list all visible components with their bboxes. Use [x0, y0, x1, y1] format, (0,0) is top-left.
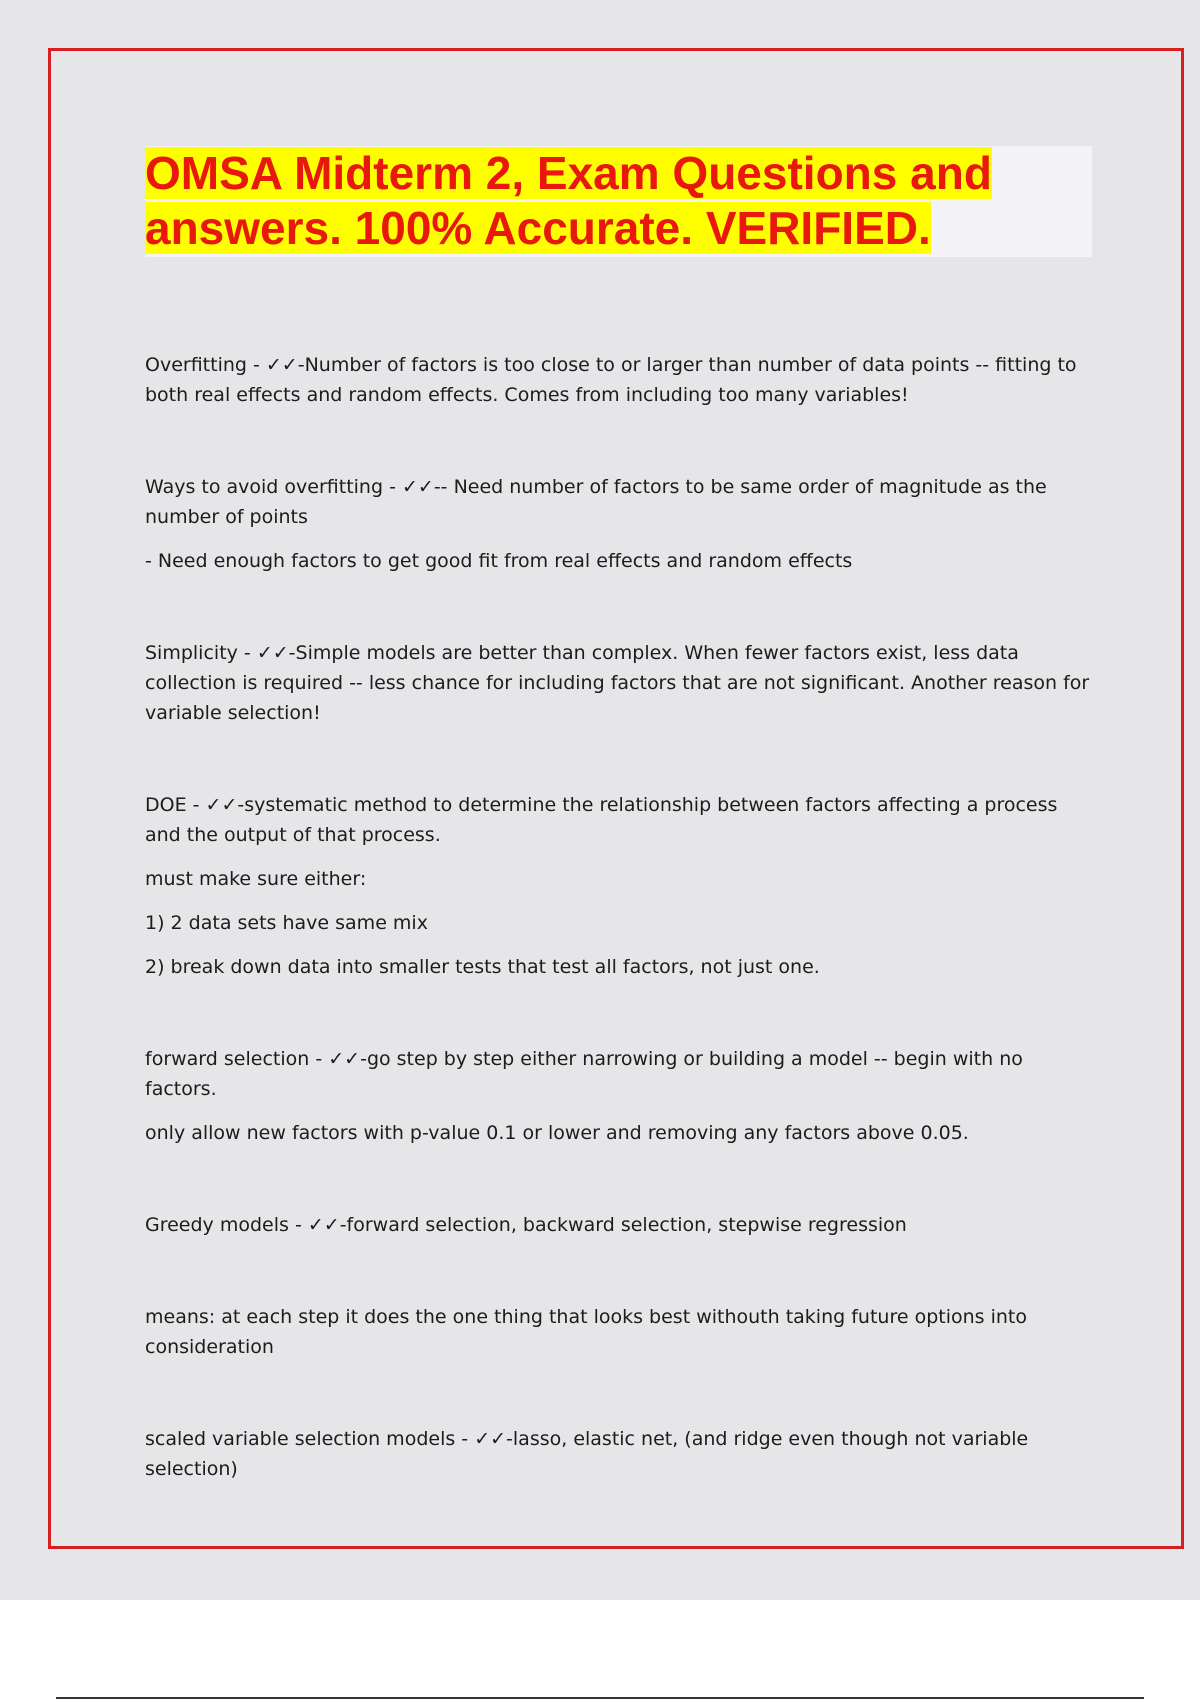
- document-title: [145, 146, 1092, 256]
- qa-line: - Need enough factors to get good fit from real effects and random effects: [145, 550, 853, 572]
- qa-line: Simplicity - ✓✓-Simple models are better than complex. When fewer factors exist, less data collection is required -- less chance for including factors that are not significant. Another reason for variable selection!: [145, 642, 1090, 724]
- qa-line: must make sure either:: [145, 868, 367, 890]
- check-mark: ✓✓: [205, 794, 238, 816]
- qa-entry: [145, 1210, 1090, 1240]
- qa-answer: Simple models are better than complex. When fewer factors exist, less data collection is required -- less chance for including factors that are not significant. Another reason for variable selection!: [145, 642, 1090, 724]
- qa-answer: forward selection, backward selection, stepwise regression: [346, 1214, 907, 1236]
- qa-line: Overfitting - ✓✓-Number of factors is too close to or larger than number of data points -- fitting to both real effects and random effects. Comes from including too many variables!: [145, 354, 1077, 406]
- qa-line: means: at each step it does the one thing that looks best withouth taking future options into consideration: [145, 1306, 1027, 1358]
- qa-entry: [145, 1302, 1090, 1362]
- qa-line: Ways to avoid overfitting - ✓✓-- Need number of factors to be same order of magnitude as the number of points: [145, 476, 1047, 528]
- qa-entry: [145, 638, 1090, 728]
- qa-term: forward selection: [145, 1048, 310, 1070]
- qa-list: [145, 350, 1090, 1546]
- qa-entry: [145, 472, 1090, 576]
- qa-term: Overfitting: [145, 354, 247, 376]
- qa-answer: Number of factors is too close to or larger than number of data points -- fitting to both real effects and random effects. Comes from including too many variables!: [145, 354, 1077, 406]
- qa-term: scaled variable selection models: [145, 1428, 456, 1450]
- qa-line: DOE - ✓✓-systematic method to determine the relationship between factors affecting a process and the output of that process.: [145, 794, 1058, 846]
- check-mark: ✓✓: [307, 1214, 340, 1236]
- title-block: [145, 146, 1092, 257]
- qa-term: Simplicity: [145, 642, 238, 664]
- qa-entry: [145, 1424, 1090, 1484]
- qa-line: only allow new factors with p-value 0.1 or lower and removing any factors above 0.05.: [145, 1122, 969, 1144]
- qa-line: 2) break down data into smaller tests that test all factors, not just one.: [145, 956, 820, 978]
- qa-term: Ways to avoid overfitting: [145, 476, 384, 498]
- qa-answer: lasso, elastic net, (and ridge even though not variable selection): [145, 1428, 1029, 1480]
- qa-term: Greedy models: [145, 1214, 289, 1236]
- qa-line: 1) 2 data sets have same mix: [145, 912, 428, 934]
- title-line-2: answers. 100% Accurate. VERIFIED.: [145, 202, 931, 254]
- check-mark: ✓✓: [401, 476, 434, 498]
- qa-line: forward selection - ✓✓-go step by step either narrowing or building a model -- begin with no factors.: [145, 1048, 1023, 1100]
- qa-entry: [145, 790, 1090, 982]
- qa-entry: [145, 350, 1090, 410]
- check-mark: ✓✓: [256, 642, 289, 664]
- qa-entry: [145, 1044, 1090, 1148]
- qa-answer: go step by step either narrowing or building a model -- begin with no factors.: [145, 1048, 1023, 1100]
- qa-line: Greedy models - ✓✓-forward selection, backward selection, stepwise regression: [145, 1214, 907, 1236]
- check-mark: ✓✓: [474, 1428, 507, 1450]
- qa-line: scaled variable selection models - ✓✓-lasso, elastic net, (and ridge even though not variable selection): [145, 1428, 1029, 1480]
- qa-answer: systematic method to determine the relationship between factors affecting a process and the output of that process.: [145, 794, 1058, 846]
- check-mark: ✓✓: [328, 1048, 361, 1070]
- qa-answer: - Need number of factors to be same order of magnitude as the number of points: [145, 476, 1047, 528]
- footer-divider: [56, 1697, 1144, 1699]
- qa-term: DOE: [145, 794, 187, 816]
- title-line-1: OMSA Midterm 2, Exam Questions and: [145, 147, 992, 199]
- check-mark: ✓✓: [265, 354, 298, 376]
